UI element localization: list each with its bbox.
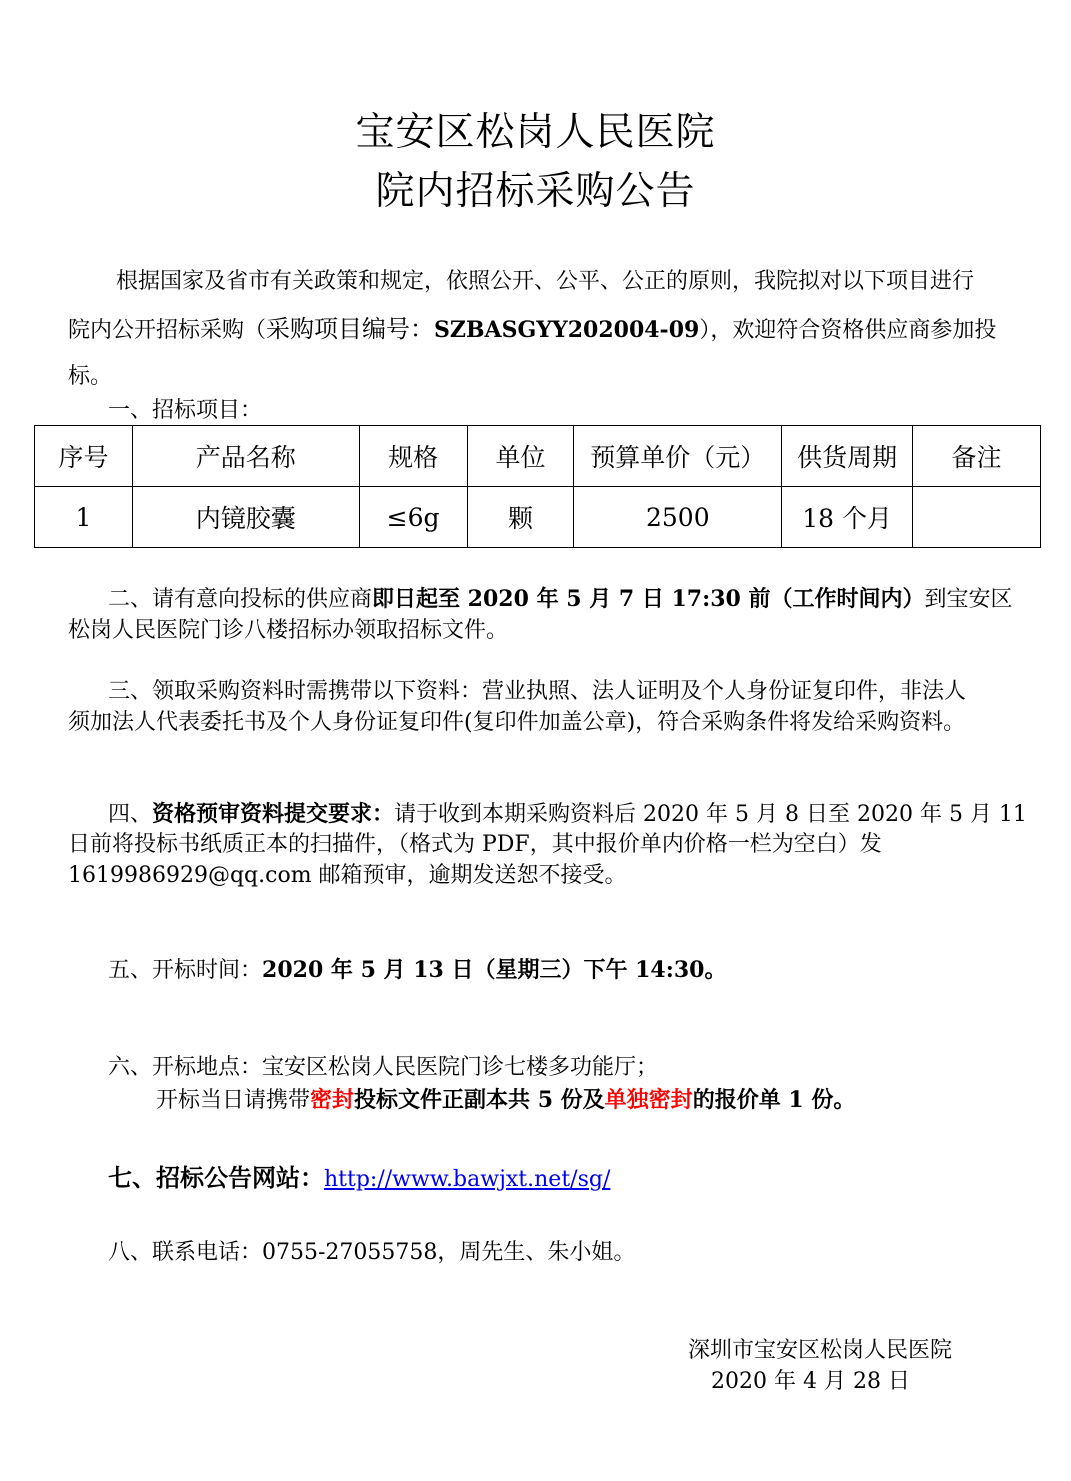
procurement-code-label: 采购项目编号： — [266, 315, 435, 343]
intro-line-2 — [68, 317, 996, 342]
section8-line: 八、联系电话：0755-27055758，周先生、朱小姐。 — [108, 1240, 636, 1265]
section6-sealed-highlight: 密封 — [310, 1087, 355, 1113]
section6-line-2-b: 投标文件正副本共 5 份及 — [354, 1087, 605, 1113]
section5-opening-time: 2020 年 5 月 13 日（星期三）下午 14:30。 — [262, 957, 727, 983]
section1-heading: 一、招标项目： — [108, 398, 263, 423]
table-row — [35, 487, 1041, 548]
section6-line-2-a: 开标当日请携带 — [156, 1088, 311, 1113]
section7-label: 七、招标公告网站： — [108, 1163, 324, 1192]
section4-line-1 — [108, 803, 1027, 826]
section4-prefix: 四、 — [108, 802, 153, 827]
signature-date: 2020 年 4 月 28 日 — [711, 1369, 910, 1394]
header-cell-index: 序号 — [35, 426, 133, 487]
title-announcement: 院内招标采购公告 — [375, 169, 696, 214]
section2-line-1 — [108, 588, 1013, 611]
cell-unit: 颗 — [467, 487, 574, 548]
cell-remarks — [913, 487, 1041, 548]
intro-line-2-suffix: ），欢迎符合资格供应商参加投 — [699, 318, 997, 343]
cell-spec: ≤6g — [359, 487, 467, 548]
table-header-row — [35, 426, 1041, 487]
section4-line-2: 日前将投标书纸质正本的扫描件，（格式为 PDF，其中报价单内价格一栏为空白）发 — [68, 832, 882, 857]
procurement-code-value: SZBASGYY202004-09 — [434, 317, 700, 343]
signature-org: 深圳市宝安区松岗人民医院 — [688, 1338, 953, 1363]
header-cell-budget: 预算单价（元） — [574, 426, 782, 487]
section2-suffix: 到宝安区 — [924, 587, 1013, 612]
section4-line-3: 1619986929@qq.com 邮箱预审，逾期发送恕不接受。 — [68, 863, 627, 888]
section6-line-2 — [156, 1089, 855, 1112]
cell-index: 1 — [35, 487, 133, 548]
section2-deadline: 即日起至 2020 年 5 月 7 日 17:30 前（工作时间内） — [372, 586, 925, 612]
section6-line-2-c: 的报价单 1 份。 — [692, 1087, 856, 1113]
section6-line-1: 六、开标地点：宝安区松岗人民医院门诊七楼多功能厅； — [108, 1055, 659, 1080]
section4-line-1-rest: 请于收到本期采购资料后 2020 年 5 月 8 日至 2020 年 5 月 11 — [394, 802, 1027, 827]
section2-line-2: 松岗人民医院门诊八楼招标办领取招标文件。 — [68, 618, 509, 643]
header-cell-spec: 规格 — [359, 426, 467, 487]
section7-line — [108, 1163, 611, 1192]
section3-line-1: 三、领取采购资料时需携带以下资料：营业执照、法人证明及个人身份证复印件，非法人 — [108, 679, 967, 704]
section2-prefix: 二、请有意向投标的供应商 — [108, 587, 373, 612]
section5-prefix: 五、开标时间： — [108, 958, 263, 983]
intro-line-3: 标。 — [68, 364, 113, 389]
items-table — [34, 425, 1041, 548]
website-link[interactable]: http://www.bawjxt.net/sg/ — [324, 1167, 611, 1192]
header-cell-remarks: 备注 — [913, 426, 1041, 487]
cell-product: 内镜胶囊 — [132, 487, 359, 548]
intro-line-2-prefix: 院内公开招标采购（ — [68, 318, 267, 343]
cell-period: 18 个月 — [782, 487, 913, 548]
title-hospital-name: 宝安区松岗人民医院 — [355, 110, 716, 155]
intro-line-1: 根据国家及省市有关政策和规定，依照公开、公平、公正的原则，我院拟对以下项目进行 — [116, 269, 975, 294]
section6-separately-sealed-highlight: 单独密封 — [604, 1087, 693, 1113]
cell-budget: 2500 — [574, 487, 782, 548]
section4-heading: 资格预审资料提交要求： — [152, 801, 395, 827]
header-cell-product: 产品名称 — [132, 426, 359, 487]
section3-line-2: 须加法人代表委托书及个人身份证复印件(复印件加盖公章)，符合采购条件将发给采购资料。 — [68, 710, 966, 735]
header-cell-unit: 单位 — [467, 426, 574, 487]
section5-line — [108, 959, 726, 982]
header-cell-period: 供货周期 — [782, 426, 913, 487]
